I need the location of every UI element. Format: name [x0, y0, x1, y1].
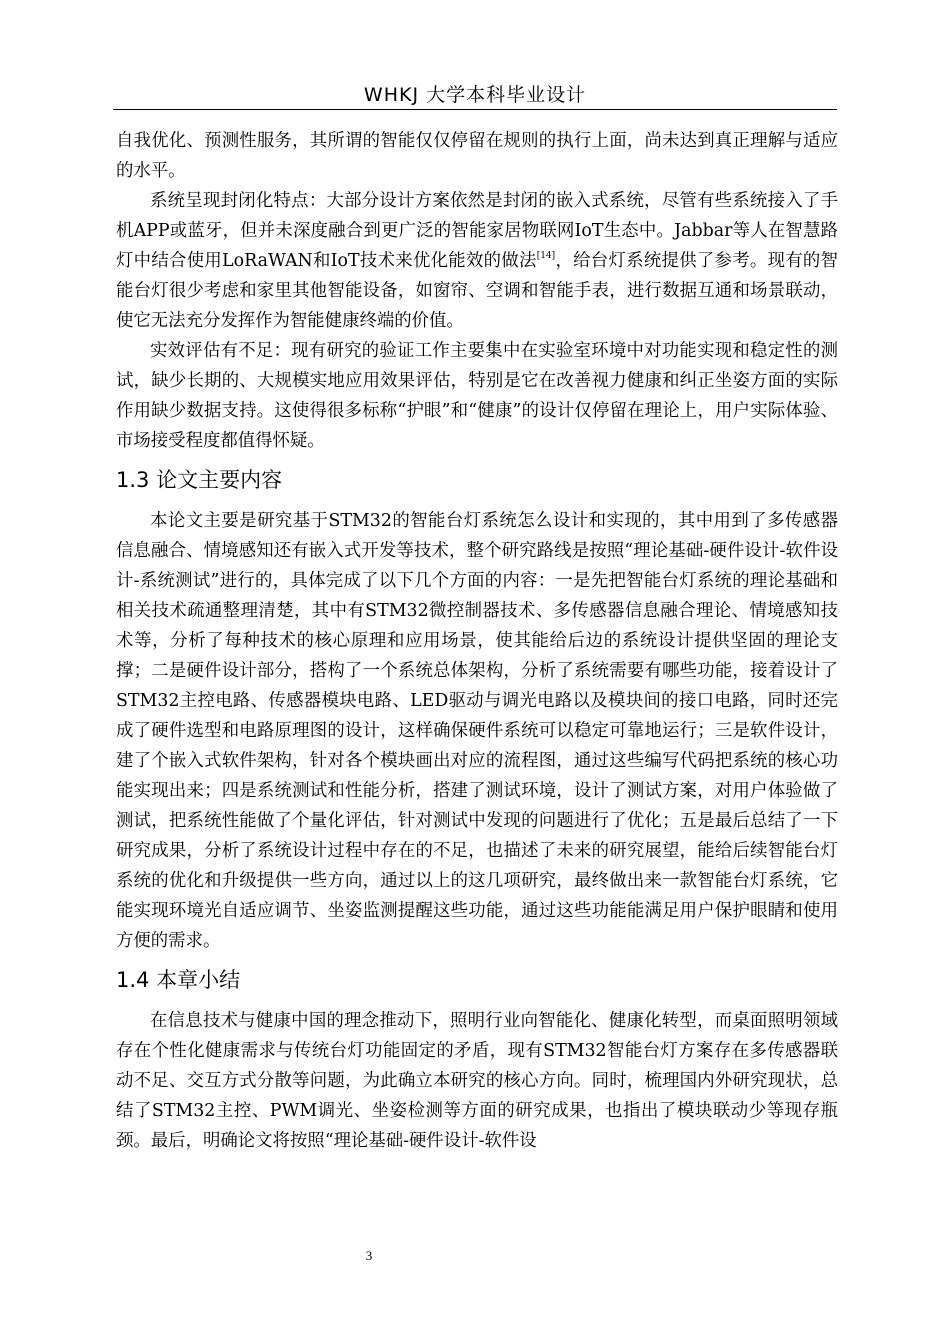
- page-number: 3: [365, 1248, 373, 1263]
- section-heading-1-3: 1.3 论文主要内容: [116, 468, 283, 492]
- paragraph-text: ，给台灯系统提供了参考。现有的智能台灯很少考虑和家里其他智能设备，如窗帘、空调和智能手表，进行数据互通和场景联动，使它无法充分发挥作为智能健康终端的价值。: [116, 251, 838, 331]
- paragraph-main-content: 本论文主要是研究基于STM32的智能台灯系统怎么设计和实现的，其中用到了多传感器信息融合、情境感知还有嵌入式开发等技术，整个研究路线是按照“理论基础-硬件设计-软件设计-系统测试”进行的，具体完成了以下几个方面的内容：一是先把智能台灯系统的理论基础和相关技术疏通整理清楚，其中有STM32微控制器技术、多传感器信息融合理论、情境感知技术等，分析了每种技术的核心原理和应用场景，使其能给后边的系统设计提供坚固的理论支撑；二是硬件设计部分，搭构了一个系统总体架构，分析了系统需要有哪些功能，接着设计了STM32主控电路、传感器模块电路、LED驱动与调光电路以及模块间的接口电路，同时还完成了硬件选型和电路原理图的设计，这样确保硬件系统可以稳定可靠地运行；三是软件设计，建了个嵌入式软件架构，针对各个模块画出对应的流程图，通过这些编写代码把系统的核心功能实现出来；四是系统测试和性能分析，搭建了测试环境，设计了测试方案，对用户体验做了测试，把系统性能做了个量化评估，针对测试中发现的问题进行了优化；五是最后总结了一下研究成果，分析了系统设计过程中存在的不足，也描述了未来的研究展望，能给后续智能台灯系统的优化和升级提供一些方向，通过以上的这几项研究，最终做出来一款智能台灯系统，它能实现环境光自适应调节、坐姿监测提醒这些功能，通过这些功能能满足用户保护眼睛和使用方便的需求。: [116, 511, 838, 951]
- section-heading-1-4: 1.4 本章小结: [116, 968, 241, 992]
- paragraph-summary: 在信息技术与健康中国的理念推动下，照明行业向智能化、健康化转型，而桌面照明领域存在个性化健康需求与传统台灯功能固定的矛盾，现有STM32智能台灯方案存在多传感器联动不足、交互方式分散等问题，为此确立本研究的核心方向。同时，梳理国内外研究现状，总结了STM32主控、PWM调光、坐姿检测等方面的研究成果，也指出了模块联动少等现存瓶颈。最后，明确论文将按照“理论基础-硬件设计-软件设: [116, 1011, 838, 1151]
- header-divider: [113, 109, 837, 110]
- page-header: WHKJ 大学本科毕业设计: [363, 84, 587, 106]
- paragraph-text: 系统呈现封闭化特点：大部分设计方案依然是封闭的嵌入式系统，尽管有些系统接入了手机APP或蓝牙，但并未深度融合到更广泛的智能家居物联网IoT生态中。Jabbar等人在智慧路灯中结合使用LoRaWAN和IoT技术来优化能效的做法: [116, 191, 838, 271]
- paragraph-evaluation: 实效评估有不足：现有研究的验证工作主要集中在实验室环境中对功能实现和稳定性的测试，缺少长期的、大规模实地应用效果评估，特别是它在改善视力健康和纠正坐姿方面的实际作用缺少数据支持。这使得很多标称“护眼”和“健康”的设计仅停留在理论上，用户实际体验、市场接受程度都值得怀疑。: [116, 341, 838, 451]
- paragraph-closed-system: [116, 186, 838, 336]
- citation-ref[interactable]: [14]: [536, 251, 556, 261]
- paragraph-continued: 自我优化、预测性服务，其所谓的智能仅仅停留在规则的执行上面，尚未达到真正理解与适应的水平。: [116, 131, 838, 181]
- body-text: [116, 126, 838, 1156]
